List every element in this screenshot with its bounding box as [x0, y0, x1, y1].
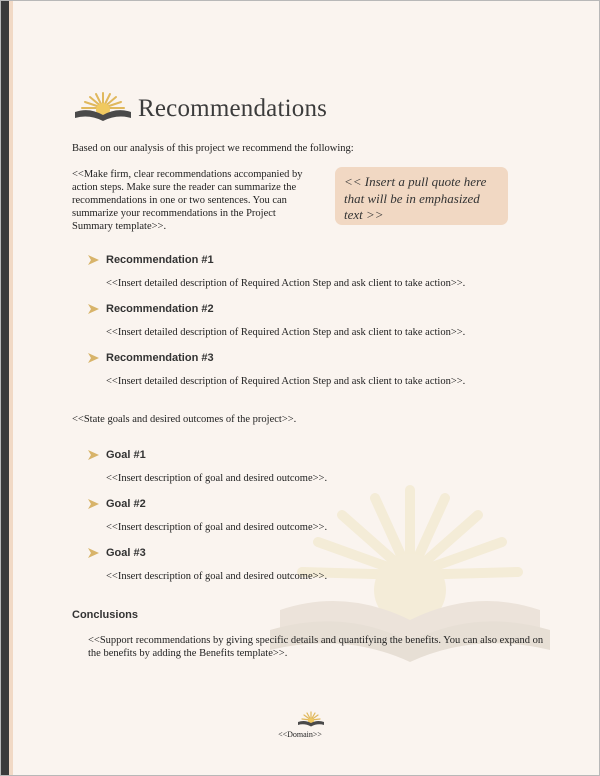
recommendation-description: <<Insert detailed description of Required Action Step and ask client to take action>>. [106, 376, 466, 387]
arrow-bullet-icon [88, 353, 99, 363]
arrow-bullet-icon [88, 499, 99, 509]
left-accent-bar [9, 0, 13, 776]
goal-item [88, 546, 328, 582]
goal-title: Goal #1 [106, 449, 146, 461]
goal-description: <<Insert description of goal and desired outcome>>. [106, 522, 328, 533]
arrow-bullet-icon [88, 255, 99, 265]
pull-quote: << Insert a pull quote here that will be in emphasized text >> [335, 167, 508, 225]
recommendation-title: Recommendation #1 [106, 254, 214, 266]
conclusions-heading: Conclusions [72, 609, 139, 621]
intro-text: Based on our analysis of this project we recommend the following: [72, 143, 354, 154]
goal-title: Goal #3 [106, 547, 146, 559]
page-title: Recommendations [138, 95, 328, 122]
arrow-bullet-icon [88, 450, 99, 460]
open-book-sunrise-icon [297, 711, 325, 727]
goal-description: <<Insert description of goal and desired outcome>>. [106, 473, 328, 484]
goals-intro-text: <<State goals and desired outcomes of the project>>. [72, 414, 297, 425]
page-header [72, 84, 327, 124]
recommendation-item [88, 351, 466, 387]
recommendation-description: <<Insert detailed description of Required Action Step and ask client to take action>>. [106, 278, 466, 289]
recommendation-item [88, 253, 466, 289]
left-dark-bar [0, 0, 9, 776]
recommendation-title: Recommendation #2 [106, 303, 214, 315]
goal-item [88, 497, 328, 533]
recommendation-description: <<Insert detailed description of Required Action Step and ask client to take action>>. [106, 327, 466, 338]
recommendation-title: Recommendation #3 [106, 352, 214, 364]
footer-domain: <<Domain>> [278, 730, 322, 739]
recommendation-item [88, 302, 466, 338]
lead-paragraph: <<Make firm, clear recommendations accompanied by action steps. Make sure the reader can summarize the recommendations in one or two sentences. You can summarize your recommendations in the Project Summary template>>. [72, 169, 303, 232]
goal-item [88, 448, 328, 484]
goal-title: Goal #2 [106, 498, 146, 510]
conclusions-text: <<Support recommendations by giving specific details and quantifying the benefits. You can also expand on the benefits by adding the Benefits template>>. [88, 635, 544, 659]
arrow-bullet-icon [88, 304, 99, 314]
open-book-sunrise-icon [72, 90, 134, 124]
goal-description: <<Insert description of goal and desired outcome>>. [106, 571, 328, 582]
arrow-bullet-icon [88, 548, 99, 558]
open-book-sunrise-watermark-icon [250, 480, 570, 700]
